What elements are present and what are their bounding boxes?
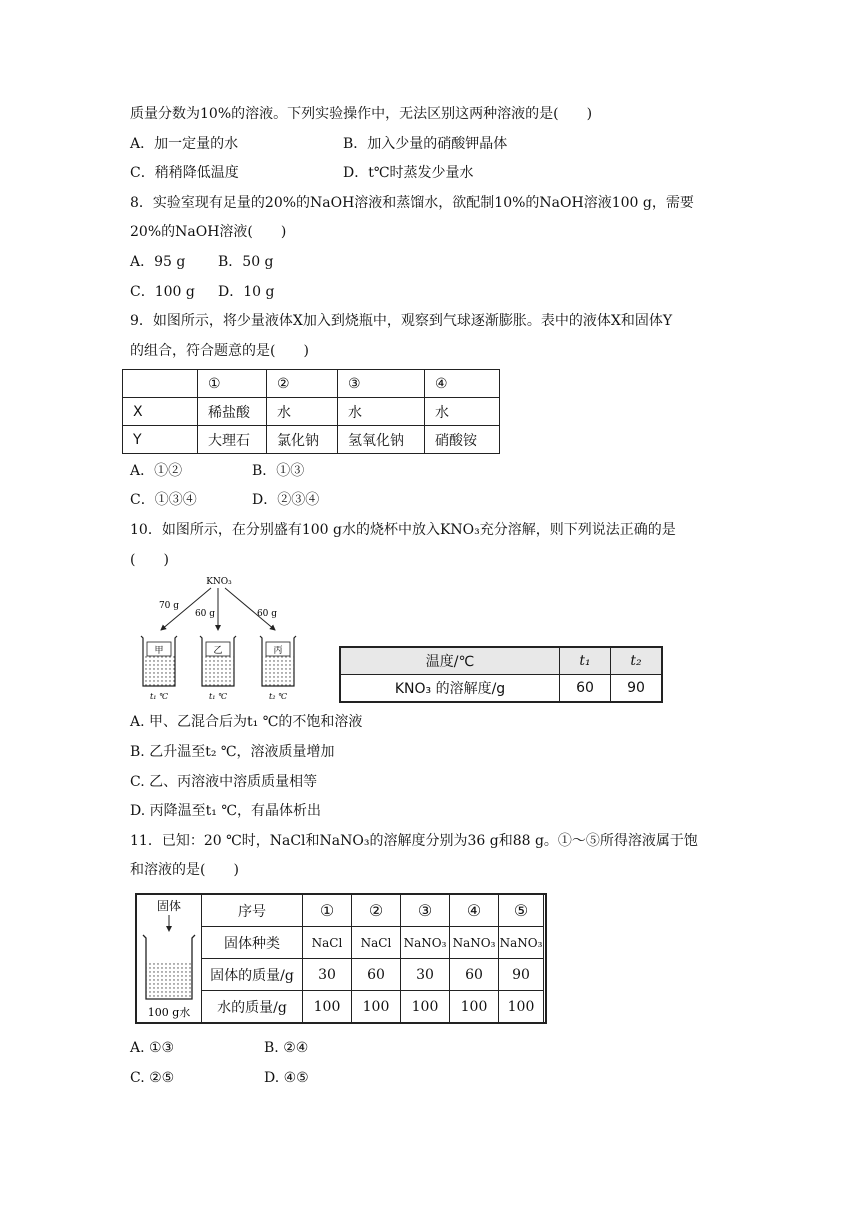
q11-option-b: B. ②④: [264, 1040, 309, 1056]
q11-cell: NaNO₃: [401, 927, 450, 959]
beaker-label-bing: 丙: [273, 646, 283, 656]
q11-cell: 固体种类: [202, 927, 303, 959]
q11-cell: 60: [450, 959, 499, 991]
temp-label-bing: t₂ ℃: [269, 692, 287, 701]
q11-cell: NaCl: [352, 927, 401, 959]
q9-stem-line1: 9．如图所示，将少量液体X加入到烧瓶中，观察到气球逐渐膨胀。表中的液体X和固体Y: [130, 313, 673, 329]
q10-option-a: A. 甲、乙混合后为t₁ ℃的不饱和溶液: [130, 714, 363, 730]
q11-cell: ③: [401, 895, 450, 927]
q9-cell: 水: [338, 398, 425, 426]
amount-label-bing: 60 g: [256, 609, 278, 619]
q7-option-c: C．稍稍降低温度: [130, 165, 239, 181]
q11-option-c: C. ②⑤: [130, 1070, 175, 1086]
q9-header-cell: ①: [198, 370, 267, 398]
table-row: [123, 398, 500, 426]
q11-cell: 100: [401, 991, 450, 1023]
q9-header-cell: ②: [267, 370, 338, 398]
q11-cell: 序号: [202, 895, 303, 927]
q11-cell: NaNO₃: [450, 927, 499, 959]
q11-cell: ④: [450, 895, 499, 927]
q10-option-d: D. 丙降温至t₁ ℃，有晶体析出: [130, 803, 321, 819]
q11-cell: 固体的质量/g: [202, 959, 303, 991]
q8-stem-line1: 8．实验室现有足量的20%的NaOH溶液和蒸馏水，欲配制10%的NaOH溶液100 g，需要: [130, 195, 694, 211]
q9-header-cell: [123, 370, 198, 398]
q9-cell: 稀盐酸: [198, 398, 267, 426]
q10-option-c: C. 乙、丙溶液中溶质质量相等: [130, 774, 318, 790]
q11-cell: 60: [352, 959, 401, 991]
water-label: 100 g水: [147, 1006, 191, 1019]
q11-beaker-figure: [137, 895, 201, 1022]
q8-option-a: A．95 g: [130, 254, 186, 270]
q7-option-a: A．加一定量的水: [130, 136, 239, 152]
q8-option-d: D．10 g: [218, 284, 275, 300]
beaker-jia: [141, 636, 177, 701]
q11-cell: 90: [499, 959, 544, 991]
q9-header-cell: ③: [338, 370, 425, 398]
q9-option-c: C．①③④: [130, 492, 197, 508]
q10-cell: 温度/℃: [340, 647, 560, 675]
beaker-bing: [260, 636, 296, 701]
q11-cell: 100: [450, 991, 499, 1023]
amount-label-jia: 70 g: [158, 601, 180, 611]
table-row: [202, 991, 544, 1023]
q11-cell: ②: [352, 895, 401, 927]
q11-cell: 100: [352, 991, 401, 1023]
q10-cell: t₁: [560, 647, 611, 675]
q10-cell: 60: [560, 675, 611, 703]
temp-label-yi: t₁ ℃: [209, 692, 227, 701]
q9-table: [122, 369, 500, 454]
q11-cell: 100: [303, 991, 352, 1023]
q11-cell: 水的质量/g: [202, 991, 303, 1023]
q7-stem: 质量分数为10%的溶液。下列实验操作中，无法区别这两种溶液的是( ): [130, 106, 593, 122]
table-row: [340, 647, 662, 675]
q7-option-b: B．加入少量的硝酸钾晶体: [343, 136, 508, 152]
q11-cell: ⑤: [499, 895, 544, 927]
solid-label: 固体: [156, 899, 182, 913]
q9-option-b: B．①③: [252, 463, 305, 479]
table-row: [340, 675, 662, 703]
q9-cell: 水: [425, 398, 500, 426]
q11-stem-line1: 11．已知：20 ℃时，NaCl和NaNO₃的溶解度分别为36 g和88 g。①～⑤所得溶液属于饱: [130, 833, 698, 849]
q10-cell: 90: [611, 675, 663, 703]
temp-label-jia: t₁ ℃: [150, 692, 168, 701]
q10-cell: t₂: [611, 647, 663, 675]
q11-option-a: A. ①③: [130, 1040, 175, 1056]
q11-cell: 100: [499, 991, 544, 1023]
q9-cell: 水: [267, 398, 338, 426]
q11-cell: 30: [401, 959, 450, 991]
q9-header-cell: ④: [425, 370, 500, 398]
table-row: [202, 895, 544, 927]
q11-stem-line2: 和溶液的是( ): [130, 862, 239, 878]
q9-cell: X: [123, 398, 198, 426]
kno3-source-label: KNO₃: [206, 577, 232, 587]
q7-option-d: D．t℃时蒸发少量水: [343, 165, 474, 181]
q9-cell: 氯化钠: [267, 426, 338, 454]
table-row: [123, 370, 500, 398]
q10-stem-line2: ( ): [130, 552, 169, 568]
beaker-label-yi: 乙: [213, 646, 223, 656]
beaker-label-jia: 甲: [154, 646, 164, 656]
q8-option-b: B．50 g: [218, 254, 274, 270]
amount-label-yi: 60 g: [194, 609, 216, 619]
q11-option-d: D. ④⑤: [264, 1070, 309, 1086]
q9-option-d: D．②③④: [252, 492, 320, 508]
q11-cell: NaCl: [303, 927, 352, 959]
beaker-yi: [200, 636, 236, 701]
q11-cell: 30: [303, 959, 352, 991]
q10-stem-line1: 10．如图所示，在分别盛有100 g水的烧杯中放入KNO₃充分溶解，则下列说法正确的是: [130, 522, 676, 538]
q9-stem-line2: 的组合，符合题意的是( ): [130, 343, 309, 359]
q9-cell: 大理石: [198, 426, 267, 454]
q8-stem-line2: 20%的NaOH溶液( ): [130, 224, 287, 240]
q9-option-a: A．①②: [130, 463, 183, 479]
table-row: [123, 426, 500, 454]
q10-cell: KNO₃ 的溶解度/g: [340, 675, 560, 703]
q9-cell: Y: [123, 426, 198, 454]
q11-cell: ①: [303, 895, 352, 927]
q11-cell: NaNO₃: [499, 927, 544, 959]
q11-table: [201, 894, 544, 1023]
q9-cell: 硝酸铵: [425, 426, 500, 454]
q10-option-b: B. 乙升温至t₂ ℃，溶液质量增加: [130, 744, 335, 760]
q8-option-c: C．100 g: [130, 284, 195, 300]
table-row: [202, 959, 544, 991]
q9-cell: 氢氧化钠: [338, 426, 425, 454]
q10-beaker-figure: [125, 572, 325, 704]
q10-solubility-table: [339, 646, 663, 703]
table-row: [202, 927, 544, 959]
